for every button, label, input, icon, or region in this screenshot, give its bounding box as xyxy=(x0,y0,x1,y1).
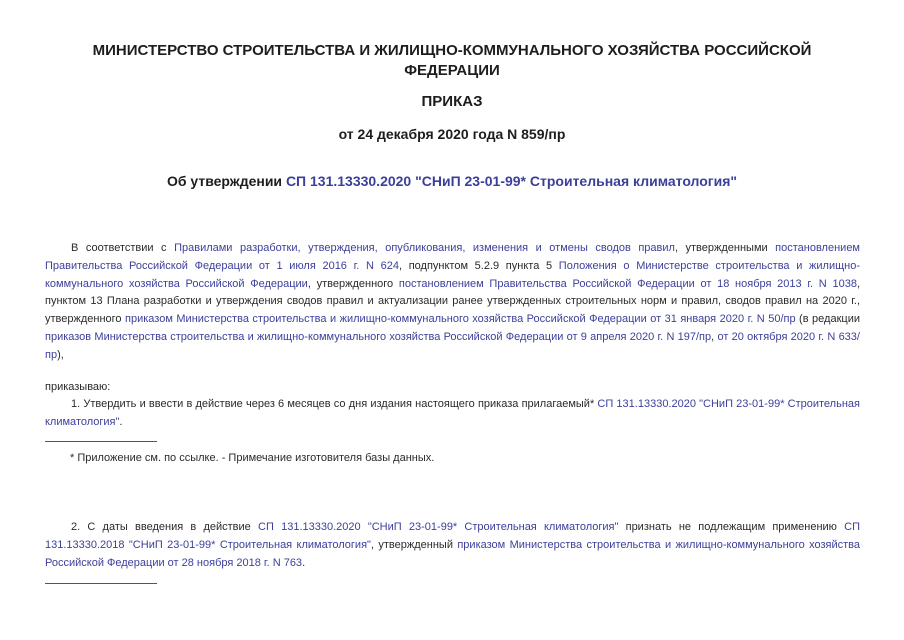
item1-text: 1. Утвердить и ввести в действие через 6 месяцев со дня издания настоящего приказа прилагаемый* xyxy=(71,398,598,410)
order-title: ПРИКАЗ xyxy=(421,93,483,110)
footnote-text: * Приложение см. по ссылке. - Примечание изготовителя базы данных. xyxy=(70,452,435,464)
preamble-text-6: (в редакции xyxy=(795,313,860,326)
preamble-text xyxy=(45,240,860,365)
order-633-link[interactable]: от 20 октября 2020 г. N 633/пр xyxy=(45,330,860,361)
order-item-2 xyxy=(45,519,860,572)
resolution-1038-link[interactable]: постановлением Правительства Российской Федерации от 18 ноября 2013 г. N 1038 xyxy=(398,277,857,290)
order-197-link[interactable]: приказов Министерства строительства и жилищно-коммунального хозяйства Российской Федерации от 9 апреля 2020 г. N 197/пр xyxy=(45,330,712,343)
item2-text-3: , утвержденный xyxy=(370,538,458,551)
ministry-heading: МИНИСТЕРСТВО СТРОИТЕЛЬСТВА И ЖИЛИЩНО-КОММУНАЛЬНОГО ХОЗЯЙСТВА РОССИЙСКОЙ ФЕДЕРАЦИИ xyxy=(92,42,812,79)
preamble-text-5: , пунктом 13 Плана разработки и утверждения сводов правил и актуализации ранее утвержденных строительных норм и правил, сводов правил на 2020 г., утвержденного xyxy=(45,277,861,326)
order-50-link[interactable]: приказом Министерства строительства и жилищно-коммунального хозяйства Российской Федерации от 31 января 2020 г. N 50/пр xyxy=(125,313,796,326)
order-word: приказываю: xyxy=(45,381,111,393)
item2-text-4: . xyxy=(302,556,306,569)
preamble-text-3: , подпунктом 5.2.9 пункта 5 xyxy=(398,259,559,272)
rules-link[interactable]: Правилами разработки, утверждения, опубликования, изменения и отмены сводов правил xyxy=(174,242,675,254)
preamble-text-1: В соответствии с xyxy=(71,242,175,254)
ministry-regulation-link[interactable]: Положения о Министерстве строительства и жилищно-коммунального хозяйства Российской Федерации xyxy=(45,259,860,290)
subject-prefix: Об утверждении xyxy=(166,173,286,189)
preamble-text-2: , утвержденными xyxy=(674,242,776,254)
preamble-paragraph xyxy=(45,240,860,365)
bottom-divider xyxy=(45,583,157,584)
item1-end: . xyxy=(119,415,123,428)
order-763-link[interactable]: приказом Министерства строительства и жилищно-коммунального хозяйства Российской Федерации от 28 ноября 2018 г. N 763 xyxy=(45,538,860,569)
preamble-text-4: , утвержденного xyxy=(307,277,399,290)
item2-text-2: признать не подлежащим применению xyxy=(618,521,845,533)
order-item-1 xyxy=(45,396,860,432)
preamble-text-7: , xyxy=(711,330,718,343)
item1-sp-link[interactable]: СП 131.13330.2020 "СНиП 23-01-99* Строительная климатология" xyxy=(45,398,860,428)
preamble-text-8: ), xyxy=(57,348,64,361)
item2-text-1: 2. С даты введения в действие xyxy=(71,521,259,533)
subject-link[interactable]: СП 131.13330.2020 "СНиП 23-01-99* Строительная климатология" xyxy=(285,173,738,189)
order-date-number: от 24 декабря 2020 года N 859/пр xyxy=(338,126,566,142)
item2-sp2018-link[interactable]: СП 131.13330.2018 "СНиП 23-01-99* Строительная климатология" xyxy=(45,521,860,551)
footnote-divider xyxy=(45,441,157,442)
resolution-624-link[interactable]: постановлением Правительства Российской Федерации от 1 июля 2016 г. N 624 xyxy=(45,242,860,272)
order-subject xyxy=(0,173,904,189)
item2-sp2020-link[interactable]: СП 131.13330.2020 "СНиП 23-01-99* Строительная климатология" xyxy=(258,521,619,533)
